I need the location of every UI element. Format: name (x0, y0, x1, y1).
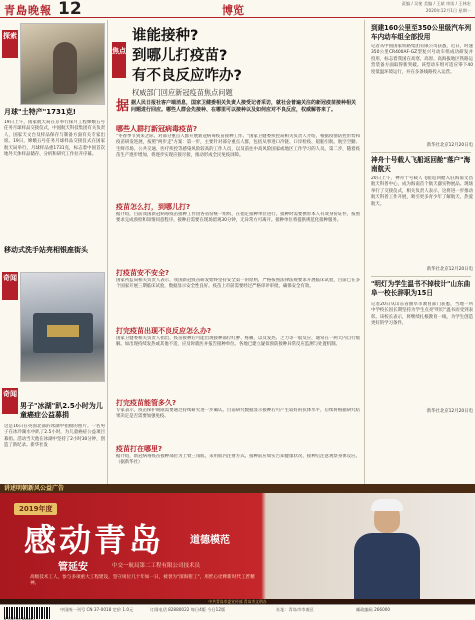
section-heading-6: 疫苗打在哪里? (116, 445, 163, 453)
left-column (0, 20, 108, 484)
section-body-4: 国家卫健委相关负责人指出，疫苗接种后可能出现接种部位红肿、疼痛，以及发热、乏力等一般反应，通常在一两天内自行缓解。如出现持续发热或其他不适，应及时就医并报告接种单位。各地已建立疑似预防接种异常反应监测与处置机制。 (116, 336, 360, 348)
section-title: 博览 (222, 4, 244, 17)
brief-1-body: 19日上午，国家航天局在京举行探月工程嫦娥五号任务月球样品交接仪式，中国航天科技集团有关负责人，国家天文台及样品保存与制备方面有关专家出席。19日，嫦娥五号任务月球样品交接仪式在国家航天局举行，月球样品重1731克，标志着中国首次地外天体样品储存、分析和研究工作拉开序幕。 (4, 120, 105, 158)
section-body-1: "冬春季节到来之际，对部分重点人群开展新冠病毒疫苗接种工作。"国家卫健委疾控局相关负责人介绍，根据疫情防控形势和疫苗研发进展，按照"两步走"方案：第一步，主要针对部分重点人群，包括从事进口冷链、口岸检疫、船舶引航、航空空勤、生鲜市场、公共交通、医疗疾控等感染风险较高的工作人员，以及前往中高风险国家或地区工作学习的人员。第二步，随着疫苗生产逐步增加，将逐步实现应接尽接，推动形成全民免疫屏障。 (116, 134, 360, 159)
editor-line: 责编 / 吴斐 美编 / 王斌 审读 / 王林宏 (401, 1, 471, 6)
ad-year-badge: 2019年度 (14, 503, 57, 515)
right-item-3-title[interactable]: "明灯为学生温书不掉枝计"山东曲阜一校长辞职为15日 (371, 280, 471, 297)
brief-3-title[interactable]: 男子"冰湖"趴2.5小时为儿童癌症公益募捐 (20, 402, 103, 419)
date-line: 2020年12月1日 星期一 (425, 7, 471, 13)
section-body-2: 据介绍，目前我国新冠病毒疫苗接种工作由各省份统一组织，在指定接种单位进行。接种时需要携带本人有效身份证件，按照要求完成预检和知情同意程序。接种后需要在现场留观30分钟，无异常方可离开。接种单位将提供规范化接种服务。 (116, 212, 360, 224)
right-item-1-body: 记者从中国国家铁路集团有限公司获悉，近日，时速350公里CR400AF-GZ型复兴号动车组成功研发并投用，标志着我国在高寒、高原、高海拔地区铁路运营装备方面取得新突破。该型动车组可适应零下40度低温环境运行，并在多条线路投入运营。 (371, 44, 473, 75)
right-column (364, 20, 475, 484)
main-article (110, 20, 362, 484)
kicker-focus: 焦点 (112, 42, 126, 78)
right-item-2-credit: 新华社北京12月20日电 (426, 267, 473, 272)
ad-banner[interactable] (0, 493, 475, 599)
section-heading-3: 打疫苗安不安全? (116, 269, 170, 277)
footer (0, 604, 475, 620)
right-item-1-title[interactable]: 到建160公里至350公里级汽车列车内动车组全部投用 (371, 24, 472, 41)
header-meta (402, 1, 471, 14)
section-heading-5: 打完疫苗能管多久? (116, 399, 177, 407)
ad-footnote: 中共青岛市委宣传部 青岛市文明办 (0, 599, 475, 604)
brief-1-title[interactable]: 月球"土特产"1731克! (4, 108, 76, 116)
right-item-1-credit: 新华社北京12月20日电 (426, 143, 473, 148)
page-number: 12 (58, 0, 82, 19)
headline-line-1[interactable]: 谁能接种? (132, 28, 199, 44)
barcode-number: 6 932709 610027 (4, 617, 36, 620)
section-body-3: 国家药监局相关负责人表示，我国新冠疫苗研发始终坚持安全第一的原则，严格按照法律法规要求开展临床试验，目前已在多个国家开展三期临床试验，数据显示安全性良好。疫苗上市前需要经过严格审评审批，确保安全有效。 (116, 278, 360, 290)
right-item-2-body: 20日上午，神舟十号载人飞船返回舱入驻海南文昌航天科普中心，成为海南首个航天器实物展品。现场举行了交接仪式，相关负责人表示，这将进一步推动航天科普工作开展，吸引更多青少年了解航天、热爱航天。 (371, 176, 473, 207)
drop-cap: 据 (116, 99, 130, 114)
paper-name: 青島晚報 (4, 4, 52, 17)
right-item-2-title[interactable]: 神舟十号载人飞船返回舱"落户"海南航天 (371, 156, 471, 173)
footer-col-1: 中国统一刊号 CN 37-0018 定价 1.0元 (60, 607, 134, 612)
ad-description: 高级技术工人，参与多项重大工程建设，坚守岗位几十年如一日，被誉为"深海钳工"，用匠心诠释新时代工匠精神。 (30, 575, 255, 587)
subheadline: 权威部门回应新冠疫苗焦点问题 (132, 88, 233, 97)
headline-line-3[interactable]: 有不良反应咋办? (132, 68, 242, 84)
lead-text: 据人民日报社客户端消息，国家卫健委相关负责人接受记者采访，就社会普遍关注的新冠疫苗接种相关问题进行回应。哪些人群会先接种、在哪里可以接种以及如何应对不良反应，权威解答来了。 (131, 100, 357, 114)
section-body-6: 据介绍，新冠病毒疫苗接种部位为上臂三角肌，采用肌内注射方式。接种前应如实告知健康状况，接种后注意观察身体反应。（据新华社） (116, 454, 360, 466)
section-heading-2: 疫苗怎么打，到哪儿打? (116, 203, 191, 211)
ad-honoree-title: 中交一航局第二工程有限公司技术员 (112, 563, 201, 569)
divider (371, 152, 471, 153)
brief-3-body: 这是16日在英国北部的冰湖中拍摄的照片。一名男子在冰冷湖水中趴了2.5小时，为儿童癌症公益项目募捐。活动当天他在冰湖中坚持了2小时30分钟，创造了新纪录。新华社发 (4, 424, 105, 449)
section-heading-1: 哪些人群打新冠病毒疫苗? (116, 125, 198, 133)
right-item-3-body: 记者20日从山东省曲阜市教育部门获悉，当地一所中学校长因长期坚持为学生点亮"明灯"温书而受到表彰。该校长表示，将继续扎根教育一线，为学生创造更好的学习条件。 (371, 302, 473, 327)
side-tag-explore: 探索 (2, 30, 18, 58)
divider (371, 276, 471, 277)
brief-2-title[interactable]: 移动式洗手站亮相银座街头 (4, 246, 88, 254)
ad-honoree-name: 管延安 (58, 562, 88, 573)
right-item-3-credit: 新华社北京12月20日电 (426, 409, 473, 414)
footer-col-2: 订阅电话 82880022 每日4版 今日12版 (150, 607, 226, 612)
honoree-portrait (350, 499, 422, 599)
ad-header-band: 讲述明朝新风公益广告 (0, 484, 475, 493)
side-tag-oddities: 奇闻 (2, 272, 18, 300)
ad-subtitle: 道德模范 (190, 535, 230, 546)
lead-paragraph (116, 100, 360, 114)
footer-col-4: 邮政编码 266000 (356, 607, 391, 612)
lunar-sample-photo (20, 23, 105, 105)
wash-station-photo (20, 272, 105, 382)
headline-line-2[interactable]: 到哪儿打疫苗? (132, 48, 228, 64)
section-body-5: 专家表示，疫苗保护期限需要通过持续研究进一步确认。目前研究数据显示接种后可产生较好的抗体水平，后续将根据研究结果决定是否需要加强免疫。 (116, 408, 360, 420)
ad-big-title: 感动青岛 (24, 521, 165, 559)
section-heading-4: 打完疫苗出现不良反应怎么办? (116, 327, 212, 335)
side-tag-oddities-2: 奇闻 (2, 388, 18, 414)
masthead (0, 0, 475, 18)
footer-col-3: 社址：青岛市市南区 (276, 607, 314, 612)
